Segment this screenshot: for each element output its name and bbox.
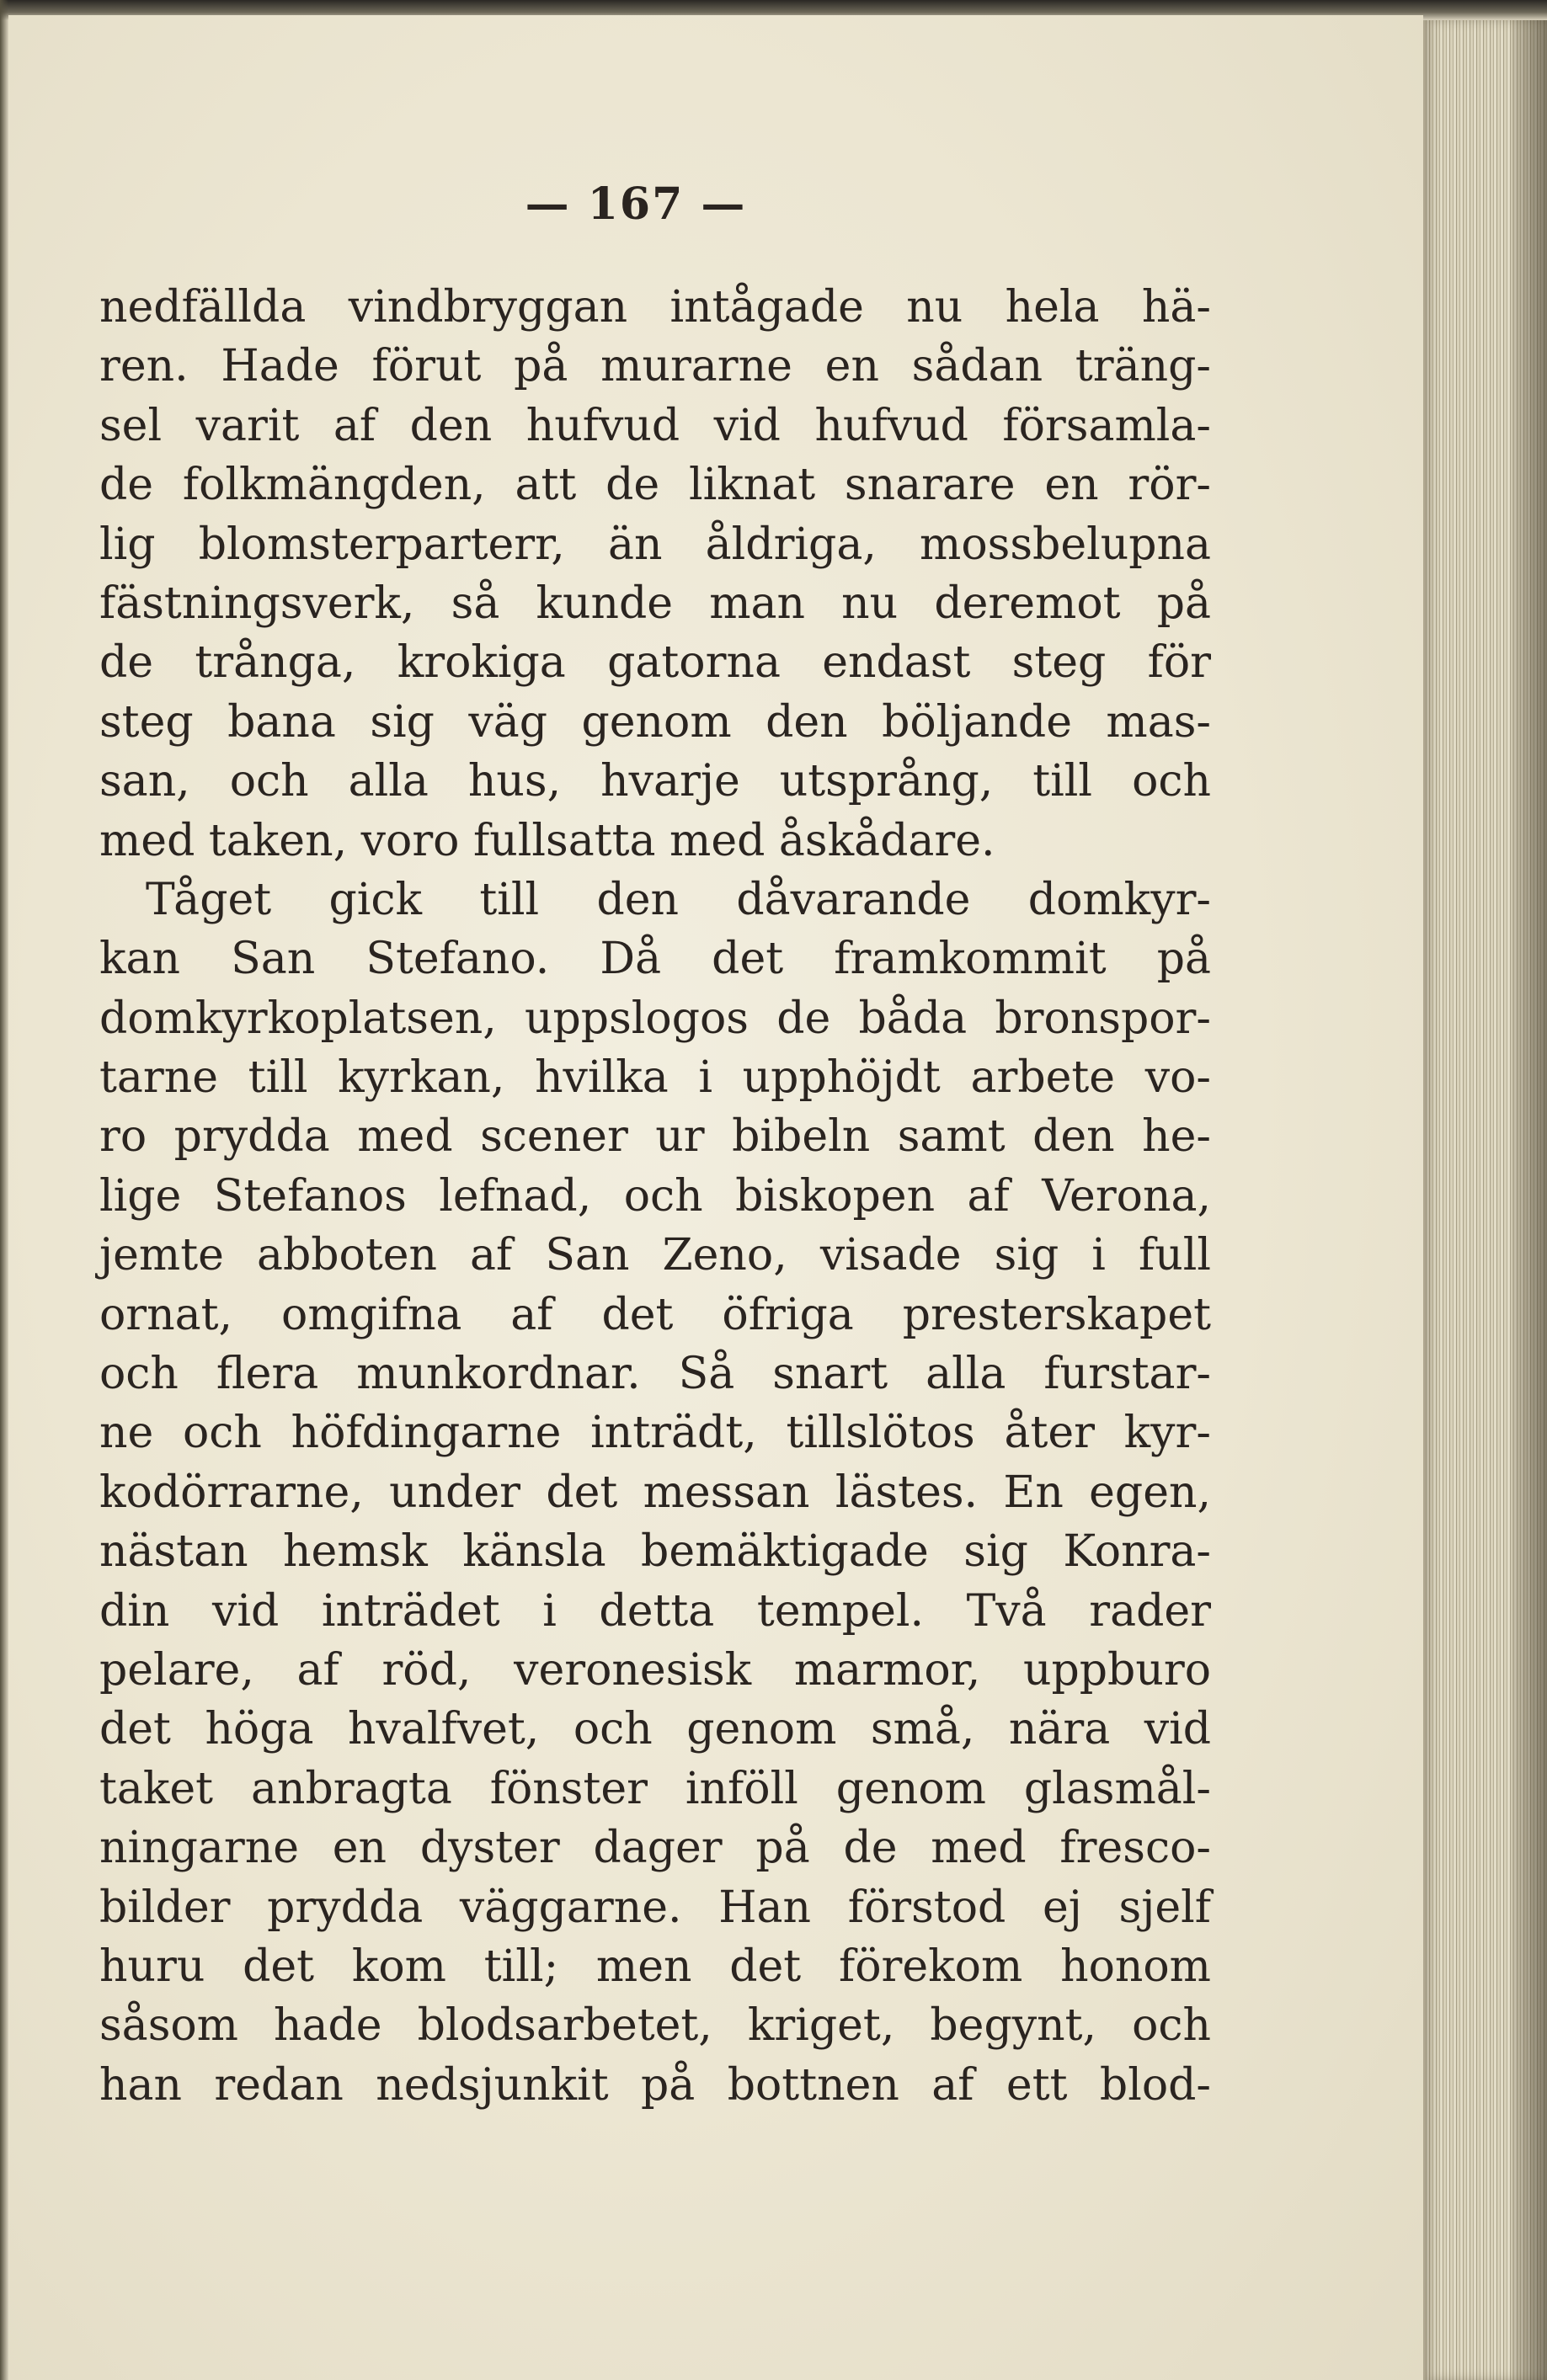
text-line: san, och alla hus, hvarje utsprång, till och [99,756,1211,807]
book-page [8,15,1423,2380]
text-line: domkyrkoplatsen, uppslogos de båda bronspor- [99,993,1211,1044]
text-line: fästningsverk, så kunde man nu deremot på [99,578,1211,629]
text-line: nedfällda vindbryggan intågade nu hela hä- [99,282,1211,333]
text-line: nästan hemsk känsla bemäktigade sig Konra- [99,1526,1211,1578]
text-line: lig blomsterparterr, än åldriga, mossbelupna [99,519,1211,570]
text-line: med taken, voro fullsatta med åskådare. [99,815,995,866]
text-line: pelare, af röd, veronesisk marmor, uppburo [99,1644,1211,1696]
text-line: det höga hvalfvet, och genom små, nära vid [99,1704,1211,1755]
text-line: Tåget gick till den dåvarande domkyr- [146,874,1211,925]
text-line: ren. Hade förut på murarne en sådan träng- [99,341,1211,392]
scan-left-edge [0,0,8,2380]
text-line: jemte abboten af San Zeno, visade sig i full [99,1230,1211,1281]
text-line: kodörrarne, under det messan lästes. En egen, [99,1467,1211,1518]
text-line: de trånga, krokiga gatorna endast steg för [99,637,1211,689]
body-text [99,278,1211,2115]
text-line: ningarne en dyster dager på de med fresco- [99,1823,1211,1874]
text-line: tarne till kyrkan, hvilka i upphöjdt arbete vo- [99,1052,1211,1104]
page-number: — 167 — [525,178,747,230]
page-edges-shadow [1512,20,1547,2380]
text-line: steg bana sig väg genom den böljande mas- [99,696,1211,748]
text-line: din vid inträdet i detta tempel. Två rader [99,1585,1211,1637]
text-line: kan San Stefano. Då det framkommit på [99,934,1211,985]
text-line: lige Stefanos lefnad, och biskopen af Verona, [99,1170,1211,1222]
text-line: bilder prydda väggarne. Han förstod ej sjelf [99,1882,1211,1933]
text-line: taket anbragta fönster inföll genom glasmål- [99,1763,1211,1814]
text-line: han redan nedsjunkit på bottnen af ett blod- [99,2059,1211,2111]
text-line: såsom hade blodsarbetet, kriget, begynt, och [99,2000,1211,2052]
text-line: sel varit af den hufvud vid hufvud församla- [99,400,1211,451]
text-line: ro prydda med scener ur bibeln samt den he- [99,1111,1211,1163]
text-line: de folkmängden, att de liknat snarare en rör- [99,460,1211,511]
text-line: ne och höfdingarne inträdt, tillslötos åter kyr- [99,1408,1211,1459]
text-line: huru det kom till; men det förekom honom [99,1941,1211,1992]
text-line: och flera munkordnar. Så snart alla furstar- [99,1349,1211,1400]
text-line: ornat, omgifna af det öfriga presterskapet [99,1289,1211,1340]
